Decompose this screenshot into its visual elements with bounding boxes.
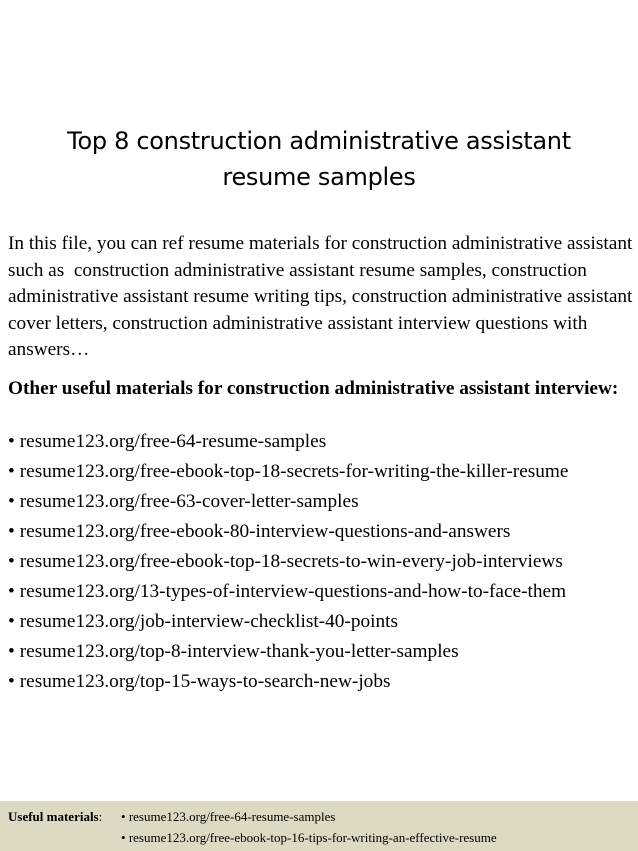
footer-list-item xyxy=(121,829,497,847)
bullet: • xyxy=(8,611,15,632)
footer-label-colon: : xyxy=(98,809,103,824)
bullet: • xyxy=(8,551,15,572)
footer-bar xyxy=(0,801,638,851)
bullet: • xyxy=(8,641,15,662)
resource-link[interactable]: resume123.org/free-ebook-top-18-secrets-for-writing-the-killer-resume xyxy=(19,461,569,482)
resource-link-list xyxy=(8,427,638,697)
bullet: • xyxy=(8,521,15,542)
bullet: • xyxy=(8,581,15,602)
resource-link[interactable]: resume123.org/free-64-resume-samples xyxy=(19,431,327,452)
resource-link[interactable]: resume123.org/free-ebook-top-18-secrets-to-win-every-job-interviews xyxy=(19,551,563,572)
bullet: • xyxy=(8,431,15,452)
footer-link[interactable]: resume123.org/free-ebook-top-16-tips-for-writing-an-effective-resume xyxy=(128,830,497,845)
resource-link[interactable]: resume123.org/job-interview-checklist-40-points xyxy=(19,611,398,632)
footer-label xyxy=(8,808,102,826)
intro-text: In this file, you can ref resume materials for construction administrative assistant such as construction administrative assistant resume samples, construction administrative assistant resume writing tips, construction administrative assistant cover letters, construction administrative assistant interview questions with answers… xyxy=(8,233,638,360)
footer-list-item xyxy=(121,808,335,826)
list-item xyxy=(8,487,638,517)
footer-label-text: Useful materials xyxy=(8,809,99,824)
list-item xyxy=(8,517,638,547)
resource-link[interactable]: resume123.org/13-types-of-interview-questions-and-how-to-face-them xyxy=(19,581,567,602)
resource-link[interactable]: resume123.org/top-15-ways-to-search-new-jobs xyxy=(19,671,391,692)
resource-link[interactable]: resume123.org/free-63-cover-letter-samples xyxy=(19,491,359,512)
list-item xyxy=(8,637,638,667)
resource-link[interactable]: resume123.org/free-ebook-80-interview-questions-and-answers xyxy=(19,521,511,542)
resource-link[interactable]: resume123.org/top-8-interview-thank-you-letter-samples xyxy=(19,641,459,662)
intro-paragraph xyxy=(8,231,638,364)
bullet: • xyxy=(121,809,126,824)
list-item xyxy=(8,607,638,637)
list-item xyxy=(8,577,638,607)
bullet: • xyxy=(8,491,15,512)
bullet: • xyxy=(8,461,15,482)
list-item xyxy=(8,427,638,457)
footer-link[interactable]: resume123.org/free-64-resume-samples xyxy=(128,809,336,824)
materials-heading: Other useful materials for construction administrative assistant interview: xyxy=(8,378,619,399)
page-title: Top 8 construction administrative assistant resume samples xyxy=(67,127,571,191)
list-item xyxy=(8,667,638,697)
list-item xyxy=(8,457,638,487)
bullet: • xyxy=(121,830,126,845)
list-item xyxy=(8,547,638,577)
bullet: • xyxy=(8,671,15,692)
